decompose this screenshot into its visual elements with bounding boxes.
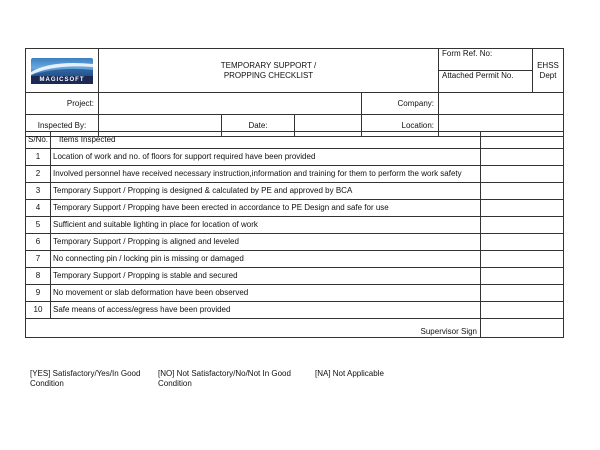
- item-number: 4: [26, 200, 51, 217]
- item-answer-input[interactable]: [481, 183, 564, 200]
- dept-line1: EHSS: [537, 60, 559, 70]
- project-input[interactable]: [99, 93, 362, 115]
- item-number: 3: [26, 183, 51, 200]
- legend-yes: [YES] Satisfactory/Yes/In Good Condition: [30, 369, 141, 388]
- item-answer-input[interactable]: [481, 234, 564, 251]
- checklist-row: [26, 268, 564, 285]
- supervisor-sign-input[interactable]: [481, 319, 564, 338]
- item-text: Temporary Support / Propping is designed & calculated by PE and approved by BCA: [51, 183, 481, 200]
- item-answer-input[interactable]: [481, 251, 564, 268]
- supervisor-sign-label: Supervisor Sign: [26, 319, 481, 338]
- item-number: 1: [26, 149, 51, 166]
- item-text: Safe means of access/egress have been provided: [51, 302, 481, 319]
- item-answer-input[interactable]: [481, 166, 564, 183]
- dept-line2: Dept: [539, 70, 557, 80]
- logo-cell: [26, 49, 99, 93]
- item-text: Location of work and no. of floors for support required have been provided: [51, 149, 481, 166]
- item-answer-input[interactable]: [481, 285, 564, 302]
- form-ref-field[interactable]: [439, 49, 533, 71]
- company-logo: [31, 58, 93, 84]
- item-answer-input[interactable]: [481, 200, 564, 217]
- item-answer-input[interactable]: [481, 268, 564, 285]
- form-title: [99, 49, 439, 93]
- checklist-row: [26, 149, 564, 166]
- checklist-row: [26, 251, 564, 268]
- legend-no: [NO] Not Satisfactory/No/Not In Good Condition: [158, 369, 291, 388]
- item-text: Sufficient and suitable lighting in place for location of work: [51, 217, 481, 234]
- item-answer-input[interactable]: [481, 149, 564, 166]
- company-input[interactable]: [439, 93, 564, 115]
- item-text: No movement or slab deformation have been observed: [51, 285, 481, 302]
- col-answer-header: [481, 132, 564, 149]
- item-text: Involved personnel have received necessary instruction,information and training for them to perform the work safety: [51, 166, 481, 183]
- item-number: 2: [26, 166, 51, 183]
- item-answer-input[interactable]: [481, 217, 564, 234]
- item-number: 10: [26, 302, 51, 319]
- project-label: Project:: [26, 93, 99, 115]
- inspected-by-label: Inspected By:: [26, 115, 99, 137]
- item-number: 5: [26, 217, 51, 234]
- legend-na: [NA] Not Applicable: [315, 369, 384, 378]
- date-label: Date:: [222, 115, 295, 137]
- col-sno-header: S/No.: [26, 132, 51, 149]
- item-text: No connecting pin / locking pin is missing or damaged: [51, 251, 481, 268]
- checklist-row: [26, 183, 564, 200]
- item-number: 9: [26, 285, 51, 302]
- form-ref-label: Form Ref. No:: [442, 49, 493, 58]
- attached-permit-field[interactable]: [439, 71, 533, 93]
- checklist-table: [25, 131, 564, 338]
- checklist-header-row: [26, 132, 564, 149]
- form-title-line1: TEMPORARY SUPPORT /: [220, 60, 317, 70]
- item-answer-input[interactable]: [481, 302, 564, 319]
- item-text: Temporary Support / Propping is aligned and leveled: [51, 234, 481, 251]
- checklist-row: [26, 200, 564, 217]
- item-text: Temporary Support / Propping have been erected in accordance to PE Design and safe for use: [51, 200, 481, 217]
- attached-permit-label: Attached Permit No.: [442, 71, 514, 80]
- checklist-row: [26, 302, 564, 319]
- logo-text: MAGICSOFT: [31, 76, 93, 84]
- item-number: 6: [26, 234, 51, 251]
- supervisor-sign-row: [26, 319, 564, 338]
- location-label: Location:: [362, 115, 439, 137]
- logo-swoosh-icon: [31, 58, 93, 76]
- checklist-row: [26, 217, 564, 234]
- checklist-row: [26, 234, 564, 251]
- checklist-row: [26, 285, 564, 302]
- item-text: Temporary Support / Propping is stable and secured: [51, 268, 481, 285]
- form-title-line2: PROPPING CHECKLIST: [223, 70, 314, 80]
- form-header: [25, 48, 564, 137]
- dept-cell: [533, 49, 564, 93]
- item-number: 8: [26, 268, 51, 285]
- company-label: Company:: [362, 93, 439, 115]
- col-items-header: Items Inspected: [51, 132, 481, 149]
- item-number: 7: [26, 251, 51, 268]
- checklist-row: [26, 166, 564, 183]
